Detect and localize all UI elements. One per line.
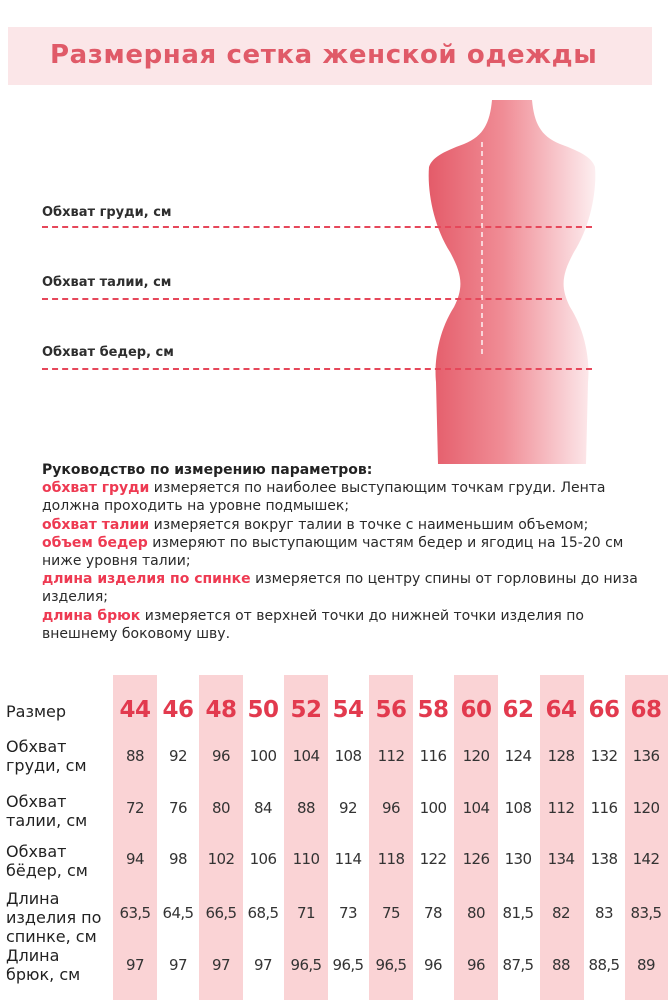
guide-item — [42, 479, 642, 515]
table-cell: 63,5 — [119, 904, 151, 922]
waist-measure-line — [42, 298, 562, 300]
table-cell: 78 — [424, 904, 442, 922]
size-column-highlight — [199, 675, 243, 1000]
guide-text: измеряется вокруг талии в точке с наименьшим объемом; — [149, 516, 589, 533]
row-label-trousers-length: Длина брюк, см — [6, 946, 81, 984]
table-cell: 132 — [590, 747, 618, 765]
mannequin-illustration — [420, 92, 610, 467]
table-cell: 114 — [334, 850, 362, 868]
size-header-cell: 44 — [119, 697, 151, 723]
table-cell: 97 — [169, 956, 187, 974]
table-cell: 71 — [297, 904, 315, 922]
table-cell: 136 — [632, 747, 660, 765]
table-cell: 108 — [334, 747, 362, 765]
guide-term: длина изделия по спинке — [42, 571, 251, 588]
hip-measure-label: Обхват бедер, см — [42, 345, 174, 360]
table-cell: 73 — [339, 904, 357, 922]
table-cell: 80 — [467, 904, 485, 922]
table-cell: 87,5 — [502, 956, 534, 974]
table-cell: 94 — [126, 850, 144, 868]
table-cell: 97 — [212, 956, 230, 974]
table-cell: 134 — [547, 850, 575, 868]
table-cell: 96,5 — [375, 956, 407, 974]
chest-measure-label: Обхват груди, см — [42, 205, 172, 220]
table-cell: 96 — [424, 956, 442, 974]
table-cell: 122 — [419, 850, 447, 868]
size-header-cell: 54 — [332, 697, 364, 723]
table-cell: 100 — [249, 747, 277, 765]
table-cell: 130 — [504, 850, 532, 868]
table-cell: 66,5 — [205, 904, 237, 922]
table-cell: 82 — [552, 904, 570, 922]
table-cell: 76 — [169, 799, 187, 817]
table-cell: 96,5 — [332, 956, 364, 974]
table-cell: 116 — [590, 799, 618, 817]
size-header-cell: 62 — [502, 697, 534, 723]
page-title: Размерная сетка женской одежды — [50, 40, 598, 70]
table-cell: 96 — [467, 956, 485, 974]
measurement-guide — [42, 461, 642, 643]
guide-item — [42, 516, 642, 534]
row-label-hips: Обхват бёдер, см — [6, 842, 88, 880]
size-header-cell: 50 — [247, 697, 279, 723]
table-cell: 96,5 — [290, 956, 322, 974]
guide-text: измеряется от верхней точки до нижней точки изделия по внешнему боковому шву. — [42, 607, 584, 642]
size-header-cell: 46 — [162, 697, 194, 723]
hip-measure-line — [42, 368, 592, 370]
size-header-cell: 58 — [417, 697, 449, 723]
table-cell: 72 — [126, 799, 144, 817]
size-header-cell: 56 — [375, 697, 407, 723]
table-cell: 120 — [462, 747, 490, 765]
table-cell: 104 — [462, 799, 490, 817]
table-cell: 112 — [547, 799, 575, 817]
guide-item — [42, 607, 642, 643]
size-header-cell: 64 — [545, 697, 577, 723]
table-cell: 116 — [419, 747, 447, 765]
table-cell: 96 — [212, 747, 230, 765]
table-cell: 92 — [169, 747, 187, 765]
table-cell: 88 — [297, 799, 315, 817]
guide-term: обхват талии — [42, 516, 150, 533]
table-cell: 126 — [462, 850, 490, 868]
table-cell: 92 — [339, 799, 357, 817]
table-cell: 118 — [377, 850, 405, 868]
table-cell: 88,5 — [588, 956, 620, 974]
table-cell: 128 — [547, 747, 575, 765]
guide-term: длина брюк — [42, 607, 141, 624]
size-header-cell: 48 — [205, 697, 237, 723]
guide-text: измеряется по центру спины от горловины до низа изделия; — [42, 571, 638, 606]
table-cell: 88 — [552, 956, 570, 974]
size-column-highlight — [369, 675, 413, 1000]
chest-measure-line — [42, 226, 592, 228]
guide-term: обхват груди — [42, 480, 150, 497]
table-cell: 108 — [504, 799, 532, 817]
row-label-chest: Обхват груди, см — [6, 737, 87, 775]
guide-heading: Руководство по измерению параметров: — [42, 462, 373, 478]
size-header-cell: 66 — [588, 697, 620, 723]
table-cell: 83 — [595, 904, 613, 922]
table-cell: 100 — [419, 799, 447, 817]
table-cell: 110 — [292, 850, 320, 868]
size-column-highlight — [284, 675, 328, 1000]
table-cell: 142 — [632, 850, 660, 868]
row-label-waist: Обхват талии, см — [6, 792, 88, 830]
table-cell: 64,5 — [162, 904, 194, 922]
size-row-label: Размер — [6, 702, 67, 721]
row-label-back-length: Длина изделия по спинке, см — [6, 889, 102, 946]
table-cell: 120 — [632, 799, 660, 817]
table-cell: 106 — [249, 850, 277, 868]
guide-text: измеряют по выступающим частям бедер и ягодиц на 15-20 см ниже уровня талии; — [42, 534, 624, 570]
table-cell: 98 — [169, 850, 187, 868]
size-header-cell: 52 — [290, 697, 322, 723]
size-column-highlight — [540, 675, 584, 1000]
table-cell: 80 — [212, 799, 230, 817]
table-cell: 112 — [377, 747, 405, 765]
table-cell: 84 — [254, 799, 272, 817]
guide-item — [42, 534, 642, 570]
table-cell: 83,5 — [630, 904, 662, 922]
table-cell: 138 — [590, 850, 618, 868]
table-cell: 88 — [126, 747, 144, 765]
guide-item — [42, 570, 642, 606]
guide-text: измеряется по наиболее выступающим точкам груди. Лента должна проходить на уровне подмышек; — [42, 480, 606, 515]
size-column-highlight — [454, 675, 498, 1000]
size-column-highlight — [113, 675, 157, 1000]
table-cell: 97 — [126, 956, 144, 974]
table-cell: 68,5 — [247, 904, 279, 922]
table-cell: 104 — [292, 747, 320, 765]
table-cell: 81,5 — [502, 904, 534, 922]
table-cell: 97 — [254, 956, 272, 974]
table-cell: 102 — [207, 850, 235, 868]
table-cell: 96 — [382, 799, 400, 817]
waist-measure-label: Обхват талии, см — [42, 275, 172, 290]
table-cell: 89 — [637, 956, 655, 974]
table-cell: 124 — [504, 747, 532, 765]
guide-term: объем бедер — [42, 534, 148, 551]
size-column-highlight — [625, 675, 668, 1000]
size-header-cell: 60 — [460, 697, 492, 723]
size-header-cell: 68 — [630, 697, 662, 723]
table-cell: 75 — [382, 904, 400, 922]
